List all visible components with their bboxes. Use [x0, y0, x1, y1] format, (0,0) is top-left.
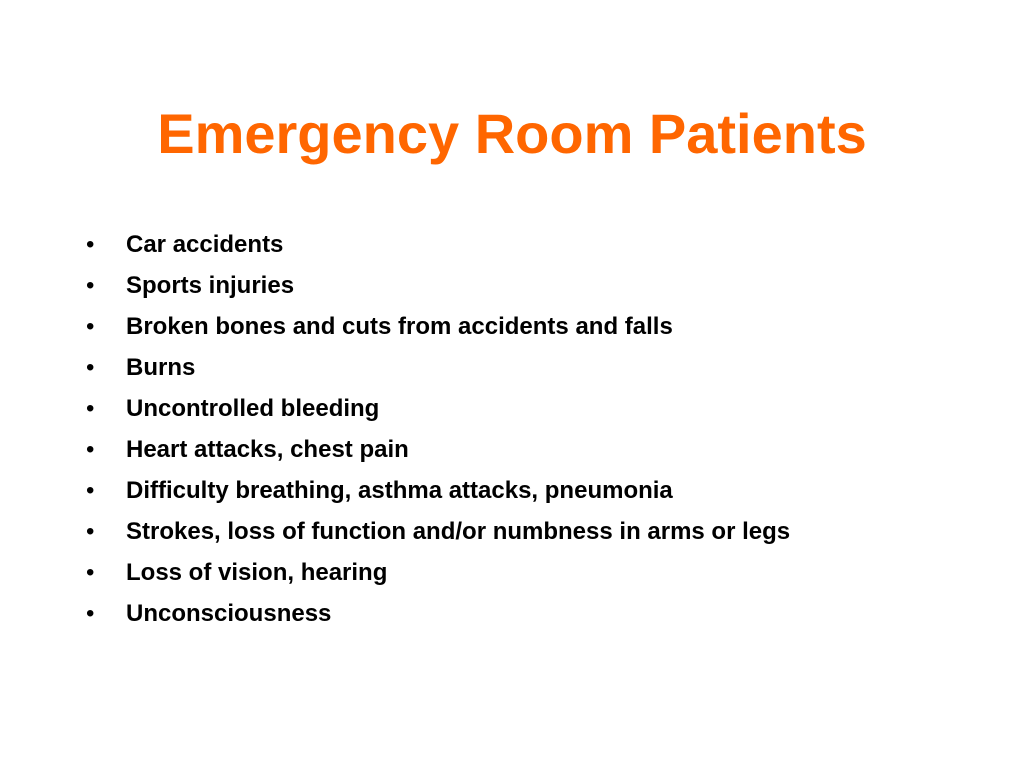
- bullet-dot-icon: •: [86, 395, 95, 422]
- bullet-text: Difficulty breathing, asthma attacks, pneumonia: [126, 477, 673, 504]
- bullet-dot-icon: •: [86, 354, 95, 381]
- bullet-text: Strokes, loss of function and/or numbness in arms or legs: [126, 518, 791, 545]
- bullet-text: Heart attacks, chest pain: [126, 436, 409, 463]
- bullet-text: Sports injuries: [126, 272, 295, 299]
- bullet-dot-icon: •: [86, 559, 95, 586]
- bullet-text: Loss of vision, hearing: [126, 559, 388, 586]
- bullet-text: Broken bones and cuts from accidents and falls: [126, 313, 673, 340]
- bullet-dot-icon: •: [86, 313, 95, 340]
- bullet-text: Uncontrolled bleeding: [126, 395, 380, 422]
- bullet-dot-icon: •: [86, 231, 95, 258]
- bullet-dot-icon: •: [86, 600, 95, 627]
- bullet-dot-icon: •: [86, 518, 95, 545]
- bullet-dot-icon: •: [86, 436, 95, 463]
- bullet-dot-icon: •: [86, 272, 95, 299]
- bullet-text: Car accidents: [126, 231, 284, 258]
- bullet-text: Unconsciousness: [126, 600, 332, 627]
- slide-title: Emergency Room Patients: [157, 102, 867, 165]
- bullet-text: Burns: [126, 354, 196, 381]
- bullet-dot-icon: •: [86, 477, 95, 504]
